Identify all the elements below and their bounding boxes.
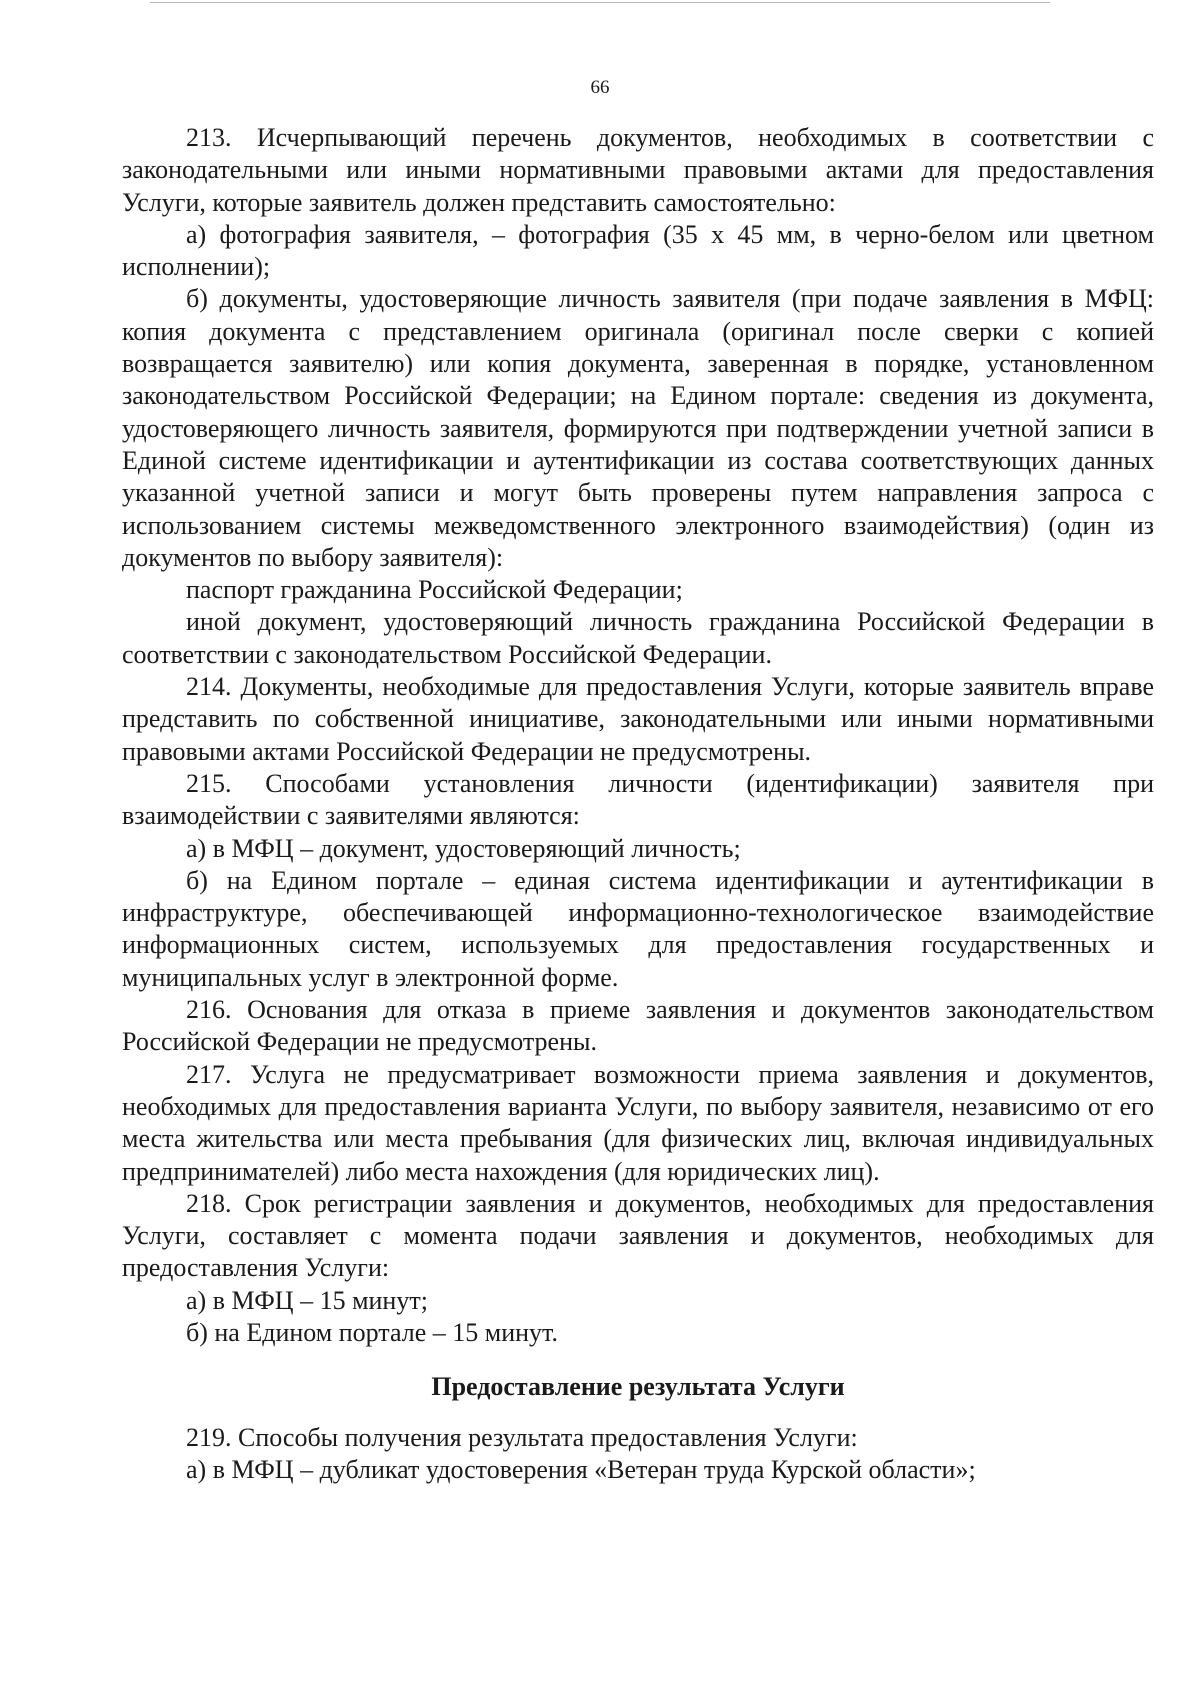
paragraph-214: 214. Документы, необходимые для предоставления Услуги, которые заявитель вправе представить по собственной инициативе, законодательными или иными нормативными правовыми актами Российской Федерации не предусмотрены.: [122, 672, 1154, 766]
top-edge-rule: [150, 2, 1050, 3]
paragraph-213: 213. Исчерпывающий перечень документов, необходимых в соответствии с законодательными или иными нормативными правовыми актами для предоставления Услуги, которые заявитель должен представить самостоятельно:: [122, 123, 1154, 217]
paragraph-other-document: иной документ, удостоверяющий личность гражданина Российской Федерации в соответствии с законодательством Российской Федерации.: [122, 607, 1154, 669]
paragraph-216: 216. Основания для отказа в приеме заявления и документов законодательством Российской Федерации не предусмотрены.: [122, 995, 1154, 1057]
document-body: [122, 122, 1154, 1486]
paragraph-219-a: а) в МФЦ – дубликат удостоверения «Ветеран труда Курской области»;: [186, 1454, 976, 1484]
paragraph-218-a: а) в МФЦ – 15 минут;: [186, 1285, 428, 1315]
paragraph-passport: паспорт гражданина Российской Федерации;: [186, 575, 683, 605]
page-number: 66: [590, 77, 610, 98]
paragraph-217: 217. Услуга не предусматривает возможности приема заявления и документов, необходимых для предоставления варианта Услуги, по выбору заявителя, независимо от его места жительства или места пребывания (для физических лиц, включая индивидуальных предпринимателей) либо места нахождения (для юридических лиц).: [122, 1059, 1154, 1186]
paragraph-215: 215. Способами установления личности (идентификации) заявителя при взаимодействии с заявителями являются:: [122, 768, 1154, 831]
section-heading: Предоставление результата Услуги: [431, 1372, 845, 1402]
paragraph-219: 219. Способы получения результата предоставления Услуги:: [186, 1422, 858, 1452]
paragraph-213-a: а) фотография заявителя, – фотография (35 х 45 мм, в черно-белом или цветном исполнении);: [122, 219, 1154, 282]
paragraph-213-b: б) документы, удостоверяющие личность заявителя (при подаче заявления в МФЦ: копия документа с представлением оригинала (оригинал после сверки с копией возвращается заявителю) или копия документа, заверенная в порядке, установленном законодательством Российской Федерации; на Едином портале: сведения из документа, удостоверяющего личность заявителя, формируются при подтверждении учетной записи в Единой системе идентификации и аутентификации из состава соответствующих данных указанной учетной записи и могут быть проверены путем направления запроса с использованием системы межведомственного электронного взаимодействия) (один из документов по выбору заявителя):: [122, 284, 1154, 572]
paragraph-218-b: б) на Едином портале – 15 минут.: [186, 1317, 558, 1347]
paragraph-215-b: б) на Едином портале – единая система идентификации и аутентификации в инфраструктуре, обеспечивающей информационно-технологическое взаимодействие информационных систем, используемых для предоставления государственных и муниципальных услуг в электронной форме.: [122, 865, 1154, 992]
paragraph-218: 218. Срок регистрации заявления и документов, необходимых для предоставления Услуги, составляет с момента подачи заявления и документов, необходимых для предоставления Услуги:: [122, 1188, 1154, 1283]
paragraph-215-a: а) в МФЦ – документ, удостоверяющий личность;: [186, 833, 741, 863]
